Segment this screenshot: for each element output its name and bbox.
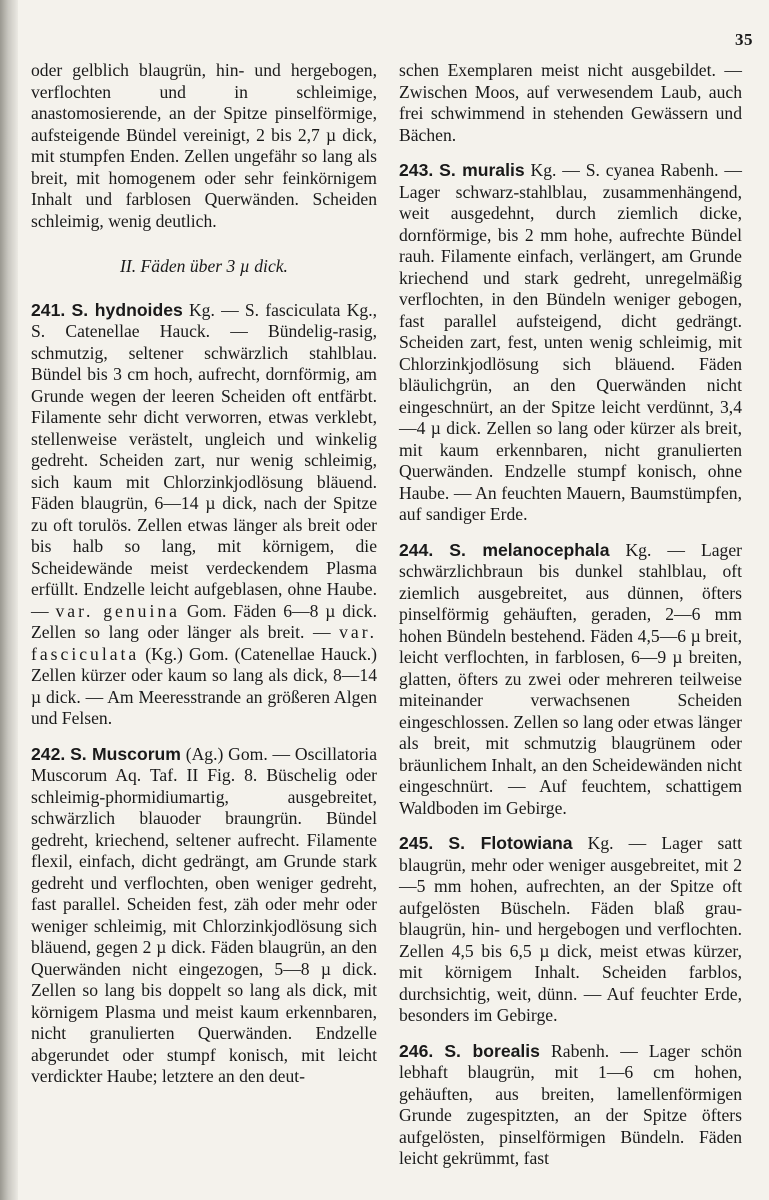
entry-text: Kg. — S. cyanea Rabenh. — Lager schwarz-stahlblau, zusammenhängend, weit ausgedehnt, durch ziemlich dicke, dornförmige, bis 2 mm hohe, aufrechte Bündel rauh. Filamente einfach, verlängert, am Grunde kriechend und stark gedreht, unregelmäßig verflochten, in den Bündeln weniger gebogen, fast parallel aufsteigend, dicht gedrängt. Scheiden zart, fest, unten wenig schleimig, mit Chlorzinkjodlösung sich bläuend. Fäden bläulichgrün, an den Querwänden nicht eingeschnürt, an der Spitze leicht verdünnt, 3,4—4 µ dick. Zellen so lang oder kürzer als breit, mit kaum erkennbaren, nicht granulierten Querwänden. Endzelle stumpf konisch, ohne Haube. — An feuchten Mauern, Baumstümpfen, auf sandiger Erde. [399,160,742,524]
right-intro-paragraph: schen Exemplaren meist nicht ausgebildet. — Zwischen Moos, auf verwesendem Laub, auch frei schwimmend in stehenden Gewässern und Bächen. [399,60,742,145]
entry-243 [399,160,742,526]
left-column [31,60,377,1088]
entry-text: Kg. — Lager schwärzlichbraun bis dunkel stahlblau, oft ziemlich ausgebreitet, aus dünnen, öfters pinselförmig gehäuften, geraden, 2—6 mm hohen Bündeln bestehend. Fäden 4,5—6 µ breit, leicht verflochten, in farblosen, 6—9 µ breiten, glatten, öfters zu zwei oder mehreren teilweise miteinander verwachsenen Scheiden eingeschlossen. Zellen so lang oder etwas länger als breit, mit schmutzig blaugrünem oder bräunlichem Inhalt, an den Scheidewänden nicht eingeschnürt. — Auf feuchtem, schattigem Waldboden im Gebirge. [399,539,742,818]
entry-number: 243. [399,160,434,180]
entry-text: Gom. Fäden 6—8 µ dick. Zellen so lang oder länger als breit. — [31,600,378,642]
entry-text: (Ag.) Gom. — Oscillatoria Muscorum Aq. Taf. II Fig. 8. Büschelig oder schleimig-phormidiumartig, ausgebreitet, schwärzlich blauoder braungrün. Bündel gedreht, kriechend, seltener aufrecht. Filamente flexil, einfach, dicht gedrängt, am Grunde stark gedreht und verflochten, oben weniger gedreht, fast parallel. Scheiden fest, zäh oder mehr oder weniger schleimig, mit Chlorzinkjodlösung sich bläuend, gegen 2 µ dick. Fäden blaugrün, an den Querwänden nicht eingezogen, 5—8 µ dick. Zellen so lang bis doppelt so lang als dick, mit körnigem Plasma und meist kaum erkennbaren, nicht granulierten Querwänden. Endzelle abgerundet oder stumpf konisch, mit leicht verdickter Haube; letztere an den deut- [31,743,378,1086]
entry-244 [399,540,742,820]
variety-name: var. fasciculata [31,622,377,664]
entry-text: Kg. — S. fasciculata Kg., S. Catenellae Hauck. — Bündelig-rasig, schmutzig, seltener schwärzlich stahlblau. Bündel bis 3 cm hoch, aufrecht, dornförmig, am Grunde wegen der leeren Scheiden oft entfärbt. Filamente sehr dicht verworren, etwas verklebt, stellenweise verästelt, ungleich und winkelig gedreht. Scheiden zart, nur wenig schleimig, sich kaum mit Chlorzinkjodlösung bläuend. Fäden blaugrün, 6—14 µ dick, nach der Spitze zu oft torulös. Zellen etwas länger als breit oder bis halb so lang, mit körnigem, die Scheidewände meist verdeckendem Plasma erfüllt. Endzelle leicht aufgeblasen, ohne Haube. — [31,299,377,621]
species-name: S. Flotowiana [448,833,573,853]
entry-number: 244. [399,539,434,560]
left-intro-paragraph: oder gelblich blaugrün, hin- und hergebogen, verflochten und in schleimige, anastomosierende, an der Spitze pinselförmige, aufsteigende Bündel vereinigt, 2 bis 2,7 µ dick, mit stumpfen Enden. Zellen ungefähr so lang als breit, mit homogenem oder sehr feinkörnigem Inhalt und farblosen Querwänden. Scheiden schleimig, wenig deutlich. [31,60,377,231]
species-name: S. melanocephala [449,539,610,560]
entry-text: Rabenh. — Lager schön lebhaft blaugrün, mit 1—6 cm hohen, gehäuften, aus breiten, lamellenförmigen Grunde zugespitzten, an der Spitze öfters aufgelösten, pinselförmigen Bündeln. Fäden leicht gekrümmt, fast [399,1040,743,1168]
entry-242 [31,744,377,1088]
entry-number: 242. [31,743,66,764]
species-name: S. muralis [439,160,525,180]
species-name: S. hydnoides [71,299,183,320]
right-column [399,60,742,1170]
entry-number: 246. [399,1040,434,1061]
entry-246 [399,1041,742,1170]
entry-number: 241. [31,299,66,320]
entry-text: Kg. — Lager satt blaugrün, mehr oder weniger ausgebreitet, mit 2—5 mm hohen, aufrechten, an der Spitze oft aufgelösten Büscheln. Fäden blaß grau-blaugrün, hin- und hergebogen und verflochten. Zellen 4,5 bis 6,5 µ dick, meist etwas kürzer, mit körnigem Inhalt. Scheiden farblos, durchsichtig, weit, dünn. — Auf feuchter Erde, besonders im Gebirge. [399,833,742,1025]
section-heading: II. Fäden über 3 µ dick. [120,256,288,276]
species-name: S. borealis [444,1040,540,1061]
species-name: S. Muscorum [70,743,181,764]
page-number: 35 [735,30,753,49]
entry-241 [31,300,377,730]
variety-name: var. genuina [55,600,180,621]
entry-number: 245. [399,833,434,853]
entry-text: (Kg.) Gom. (Catenellae Hauck.) Zellen kürzer oder kaum so lang als dick, 8—14 µ dick. — Am Meeresstrande an größeren Algen und Felsen. [31,643,377,728]
book-binding-shadow [0,0,18,1200]
entry-245 [399,833,742,1027]
